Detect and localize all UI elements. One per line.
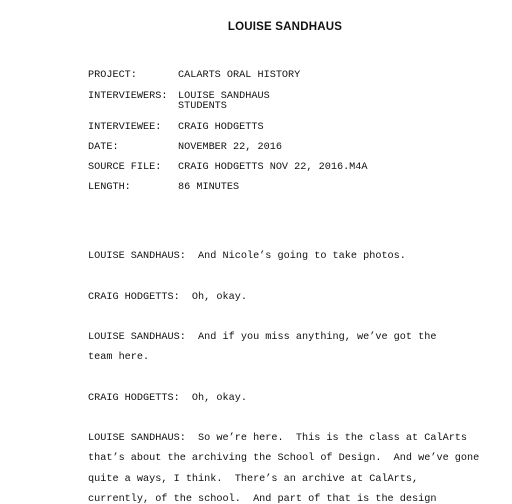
transcript-line: team here. xyxy=(88,352,150,363)
transcript-line: that’s about the archiving the School of Design. And we’ve gone xyxy=(88,453,480,464)
meta-label-source-file: SOURCE FILE: xyxy=(88,162,162,173)
transcript-line: currently, of the school. And part of that is the design xyxy=(88,494,437,504)
meta-value-interviewer-2: STUDENTS xyxy=(178,101,227,112)
meta-label-project: PROJECT: xyxy=(88,70,137,81)
document-title: LOUISE SANDHAUS xyxy=(227,21,343,33)
meta-label-interviewers: INTERVIEWERS: xyxy=(88,91,168,102)
meta-label-interviewee: INTERVIEWEE: xyxy=(88,122,162,133)
meta-label-date: DATE: xyxy=(88,142,119,153)
transcript-line: CRAIG HODGETTS: Oh, okay. xyxy=(88,393,247,404)
meta-row-length xyxy=(88,182,240,226)
meta-value-date: NOVEMBER 22, 2016 xyxy=(178,142,282,153)
meta-value-length: 86 MINUTES xyxy=(178,182,240,193)
transcript-line: quite a ways, I think. There’s an archive at CalArts, xyxy=(88,474,419,485)
meta-value-interviewer-1: LOUISE SANDHAUS xyxy=(178,91,270,102)
transcript-line: LOUISE SANDHAUS: So we’re here. This is the class at CalArts xyxy=(88,433,468,444)
transcript-line: LOUISE SANDHAUS: And Nicole’s going to take photos. xyxy=(88,251,406,262)
transcript-line: LOUISE SANDHAUS: And if you miss anything, we’ve got the xyxy=(88,332,437,343)
meta-value-interviewee: CRAIG HODGETTS xyxy=(178,122,264,133)
transcript-line: CRAIG HODGETTS: Oh, okay. xyxy=(88,292,247,303)
meta-value-project: CALARTS ORAL HISTORY xyxy=(178,70,301,81)
meta-value-source-file: CRAIG HODGETTS NOV 22, 2016.M4A xyxy=(178,162,368,173)
meta-label-length: LENGTH: xyxy=(88,182,131,193)
